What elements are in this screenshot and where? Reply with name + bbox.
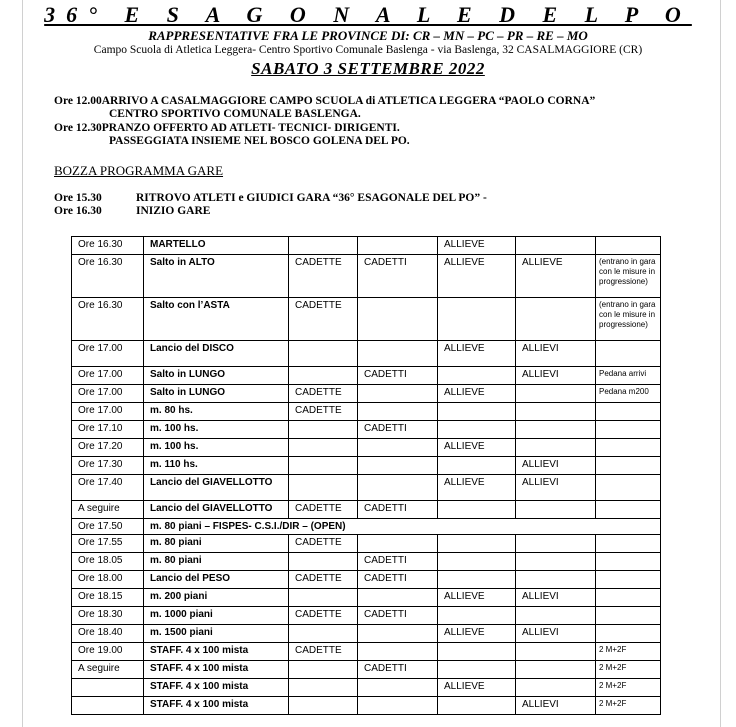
category-cell-cadetti: CADETTI xyxy=(358,607,438,625)
document-title: 36° E S A G O N A L E D E L P O xyxy=(44,2,692,27)
event-cell: m. 80 hs. xyxy=(144,403,289,421)
category-cell-cadetti xyxy=(358,298,438,341)
event-cell: m. 100 hs. xyxy=(144,439,289,457)
time-cell: Ore 16.30 xyxy=(72,237,144,255)
start-text: INIZIO GARE xyxy=(136,205,211,217)
category-cell-cadetti xyxy=(358,403,438,421)
event-cell: m. 80 piani xyxy=(144,535,289,553)
note-cell xyxy=(596,625,661,643)
category-cell-cadetti: CADETTI xyxy=(358,661,438,679)
table-row xyxy=(72,457,661,475)
schedule-line xyxy=(54,95,595,107)
time-cell xyxy=(72,697,144,715)
category-cell-cadette: CADETTE xyxy=(289,535,358,553)
category-cell-allievi: ALLIEVI xyxy=(516,625,596,643)
category-cell-cadetti: CADETTI xyxy=(358,367,438,385)
category-cell-cadetti: CADETTI xyxy=(358,553,438,571)
note-cell xyxy=(596,439,661,457)
table-row xyxy=(72,643,661,661)
table-row xyxy=(72,571,661,589)
time-cell: Ore 17.10 xyxy=(72,421,144,439)
time-cell: A seguire xyxy=(72,661,144,679)
event-cell: Salto in ALTO xyxy=(144,255,289,298)
category-cell-cadette xyxy=(289,341,358,367)
event-cell: Lancio del DISCO xyxy=(144,341,289,367)
table-row xyxy=(72,501,661,519)
category-cell-cadetti: CADETTI xyxy=(358,501,438,519)
schedule-text: PASSEGGIATA INSIEME NEL BOSCO GOLENA DEL PO. xyxy=(109,135,410,147)
event-cell: m. 200 piani xyxy=(144,589,289,607)
category-cell-cadette xyxy=(289,421,358,439)
event-cell: Salto in LUNGO xyxy=(144,385,289,403)
start-line xyxy=(54,205,210,217)
category-cell-cadetti xyxy=(358,385,438,403)
table-row xyxy=(72,661,661,679)
category-cell-allieve xyxy=(438,457,516,475)
program-table xyxy=(71,236,661,715)
category-cell-allievi: ALLIEVI xyxy=(516,367,596,385)
time-cell: Ore 17.20 xyxy=(72,439,144,457)
time-cell: Ore 17.00 xyxy=(72,341,144,367)
category-cell-cadette xyxy=(289,679,358,697)
schedule-text: PRANZO OFFERTO AD ATLETI- TECNICI- DIRIGENTI. xyxy=(101,122,400,134)
category-cell-allieve xyxy=(438,535,516,553)
time-cell: Ore 18.00 xyxy=(72,571,144,589)
category-cell-allievi xyxy=(516,643,596,661)
event-cell: STAFF. 4 x 100 mista xyxy=(144,643,289,661)
event-cell: Lancio del PESO xyxy=(144,571,289,589)
category-cell-cadette xyxy=(289,367,358,385)
time-cell: Ore 17.30 xyxy=(72,457,144,475)
category-cell-allieve: ALLIEVE xyxy=(438,385,516,403)
table-row xyxy=(72,367,661,385)
category-cell-allievi: ALLIEVI xyxy=(516,457,596,475)
note-cell xyxy=(596,553,661,571)
table-row xyxy=(72,607,661,625)
category-cell-cadette: CADETTE xyxy=(289,643,358,661)
time-cell: Ore 16.30 xyxy=(72,255,144,298)
event-date: SABATO 3 SETTEMBRE 2022 xyxy=(251,59,485,78)
category-cell-allieve xyxy=(438,403,516,421)
event-cell: m. 1500 piani xyxy=(144,625,289,643)
category-cell-allieve: ALLIEVE xyxy=(438,625,516,643)
category-cell-allieve: ALLIEVE xyxy=(438,679,516,697)
start-time: Ore 16.30 xyxy=(54,205,102,217)
category-cell-cadette xyxy=(289,589,358,607)
table-row xyxy=(72,475,661,501)
category-cell-cadetti xyxy=(358,341,438,367)
note-cell xyxy=(596,501,661,519)
note-cell xyxy=(596,341,661,367)
category-cell-cadetti: CADETTI xyxy=(358,571,438,589)
category-cell-allieve xyxy=(438,643,516,661)
category-cell-allieve xyxy=(438,553,516,571)
time-cell: A seguire xyxy=(72,501,144,519)
note-cell xyxy=(596,403,661,421)
table-row xyxy=(72,255,661,298)
category-cell-allieve xyxy=(438,661,516,679)
document-subtitle: RAPPRESENTATIVE FRA LE PROVINCE DI: CR – MN – PC – PR – RE – MO xyxy=(148,28,588,43)
category-cell-cadetti xyxy=(358,535,438,553)
category-cell-allievi: ALLIEVI xyxy=(516,475,596,501)
table-row xyxy=(72,697,661,715)
category-cell-allievi xyxy=(516,553,596,571)
category-cell-cadette xyxy=(289,457,358,475)
category-cell-cadette xyxy=(289,697,358,715)
category-cell-cadette xyxy=(289,439,358,457)
table-row xyxy=(72,403,661,421)
table-row xyxy=(72,237,661,255)
category-cell-cadette xyxy=(289,553,358,571)
note-cell: (entrano in gara con le misure in progressione) xyxy=(596,298,661,341)
category-cell-cadetti xyxy=(358,643,438,661)
note-cell xyxy=(596,589,661,607)
schedule-line xyxy=(109,108,361,120)
category-cell-cadette xyxy=(289,475,358,501)
category-cell-cadette: CADETTE xyxy=(289,298,358,341)
time-cell: Ore 18.15 xyxy=(72,589,144,607)
note-cell: Pedana m200 xyxy=(596,385,661,403)
table-row xyxy=(72,298,661,341)
category-cell-allievi: ALLIEVE xyxy=(516,255,596,298)
category-cell-allievi xyxy=(516,535,596,553)
category-cell-allieve xyxy=(438,367,516,385)
schedule-time: Ore 12.30 xyxy=(54,122,102,134)
event-cell: STAFF. 4 x 100 mista xyxy=(144,697,289,715)
category-cell-allieve xyxy=(438,697,516,715)
category-cell-allieve xyxy=(438,298,516,341)
table-row xyxy=(72,679,661,697)
category-cell-allievi xyxy=(516,237,596,255)
category-cell-cadette: CADETTE xyxy=(289,571,358,589)
event-cell: Lancio del GIAVELLOTTO xyxy=(144,501,289,519)
category-cell-allievi xyxy=(516,661,596,679)
time-cell: Ore 19.00 xyxy=(72,643,144,661)
schedule-text: ARRIVO A CASALMAGGIORE CAMPO SCUOLA di ATLETICA LEGGERA “PAOLO CORNA” xyxy=(101,95,596,107)
category-cell-cadette xyxy=(289,661,358,679)
category-cell-allievi xyxy=(516,679,596,697)
category-cell-allievi xyxy=(516,439,596,457)
start-time: Ore 15.30 xyxy=(54,192,102,204)
category-cell-cadette xyxy=(289,625,358,643)
event-cell: m. 1000 piani xyxy=(144,607,289,625)
category-cell-allievi: ALLIEVI xyxy=(516,589,596,607)
category-cell-cadette: CADETTE xyxy=(289,403,358,421)
category-cell-allievi: ALLIEVI xyxy=(516,341,596,367)
event-cell: m. 100 hs. xyxy=(144,421,289,439)
category-cell-allievi xyxy=(516,385,596,403)
category-cell-allievi: ALLIEVI xyxy=(516,697,596,715)
category-cell-allievi xyxy=(516,607,596,625)
note-cell: (entrano in gara con le misure in progressione) xyxy=(596,255,661,298)
note-cell xyxy=(596,421,661,439)
category-cell-allieve: ALLIEVE xyxy=(438,341,516,367)
category-cell-allieve: ALLIEVE xyxy=(438,439,516,457)
category-cell-cadette: CADETTE xyxy=(289,501,358,519)
schedule-text: CENTRO SPORTIVO COMUNALE BASLENGA. xyxy=(109,108,361,120)
event-cell: STAFF. 4 x 100 mista xyxy=(144,679,289,697)
category-cell-allieve: ALLIEVE xyxy=(438,255,516,298)
category-cell-allieve: ALLIEVE xyxy=(438,475,516,501)
event-cell: m. 80 piani xyxy=(144,553,289,571)
note-cell xyxy=(596,457,661,475)
time-cell: Ore 18.05 xyxy=(72,553,144,571)
table-row xyxy=(72,385,661,403)
category-cell-allievi xyxy=(516,421,596,439)
event-cell: Lancio del GIAVELLOTTO xyxy=(144,475,289,501)
table-row xyxy=(72,439,661,457)
category-cell-allieve xyxy=(438,607,516,625)
time-cell: Ore 17.00 xyxy=(72,367,144,385)
table-row xyxy=(72,589,661,607)
time-cell: Ore 18.30 xyxy=(72,607,144,625)
category-cell-cadette: CADETTE xyxy=(289,607,358,625)
category-cell-cadetti xyxy=(358,475,438,501)
category-cell-cadetti xyxy=(358,625,438,643)
note-cell xyxy=(596,475,661,501)
category-cell-allievi xyxy=(516,298,596,341)
table-row xyxy=(72,519,661,535)
event-cell: Salto con l’ASTA xyxy=(144,298,289,341)
note-cell: 2 M+2F xyxy=(596,697,661,715)
category-cell-allieve: ALLIEVE xyxy=(438,589,516,607)
schedule-line xyxy=(54,122,400,134)
note-cell xyxy=(596,535,661,553)
note-cell xyxy=(596,237,661,255)
page-right-edge xyxy=(720,0,721,727)
time-cell: Ore 17.00 xyxy=(72,385,144,403)
page-left-edge xyxy=(22,0,23,727)
table-row xyxy=(72,535,661,553)
category-cell-cadette: CADETTE xyxy=(289,385,358,403)
category-cell-allievi xyxy=(516,501,596,519)
venue-line: Campo Scuola di Atletica Leggera- Centro Sportivo Comunale Baslenga - via Baslenga, 32 CASALMAGGIORE (CR) xyxy=(93,44,643,56)
start-line xyxy=(54,192,487,204)
event-cell: STAFF. 4 x 100 mista xyxy=(144,661,289,679)
category-cell-cadetti: CADETTI xyxy=(358,421,438,439)
note-cell: 2 M+2F xyxy=(596,643,661,661)
section-title: BOZZA PROGRAMMA GARE xyxy=(54,163,224,178)
time-cell: Ore 17.40 xyxy=(72,475,144,501)
note-cell: Pedana arrivi xyxy=(596,367,661,385)
category-cell-allievi xyxy=(516,571,596,589)
category-cell-cadetti: CADETTI xyxy=(358,255,438,298)
table-row xyxy=(72,625,661,643)
category-cell-allievi xyxy=(516,403,596,421)
time-cell xyxy=(72,679,144,697)
category-cell-allieve xyxy=(438,421,516,439)
category-cell-cadetti xyxy=(358,439,438,457)
event-cell: MARTELLO xyxy=(144,237,289,255)
category-cell-allieve xyxy=(438,501,516,519)
start-text: RITROVO ATLETI e GIUDICI GARA “36° ESAGONALE DEL PO” - xyxy=(136,192,487,204)
category-cell-cadetti xyxy=(358,237,438,255)
time-cell: Ore 16.30 xyxy=(72,298,144,341)
category-cell-cadetti xyxy=(358,589,438,607)
category-cell-cadette xyxy=(289,237,358,255)
category-cell-allieve xyxy=(438,571,516,589)
event-cell: m. 110 hs. xyxy=(144,457,289,475)
time-cell: Ore 17.00 xyxy=(72,403,144,421)
note-cell: 2 M+2F xyxy=(596,661,661,679)
time-cell: Ore 17.55 xyxy=(72,535,144,553)
category-cell-cadette: CADETTE xyxy=(289,255,358,298)
category-cell-cadetti xyxy=(358,679,438,697)
category-cell-allieve: ALLIEVE xyxy=(438,237,516,255)
note-cell xyxy=(596,571,661,589)
time-cell: Ore 18.40 xyxy=(72,625,144,643)
schedule-line xyxy=(109,135,410,147)
table-row xyxy=(72,421,661,439)
category-cell-cadetti xyxy=(358,697,438,715)
category-cell-cadetti xyxy=(358,457,438,475)
time-cell: Ore 17.50 xyxy=(72,519,144,535)
note-cell: 2 M+2F xyxy=(596,679,661,697)
table-row xyxy=(72,341,661,367)
event-cell: m. 80 piani – FISPES- C.S.I./DIR – (OPEN) xyxy=(144,519,661,535)
note-cell xyxy=(596,607,661,625)
schedule-time: Ore 12.00 xyxy=(54,95,102,107)
table-row xyxy=(72,553,661,571)
event-cell: Salto in LUNGO xyxy=(144,367,289,385)
